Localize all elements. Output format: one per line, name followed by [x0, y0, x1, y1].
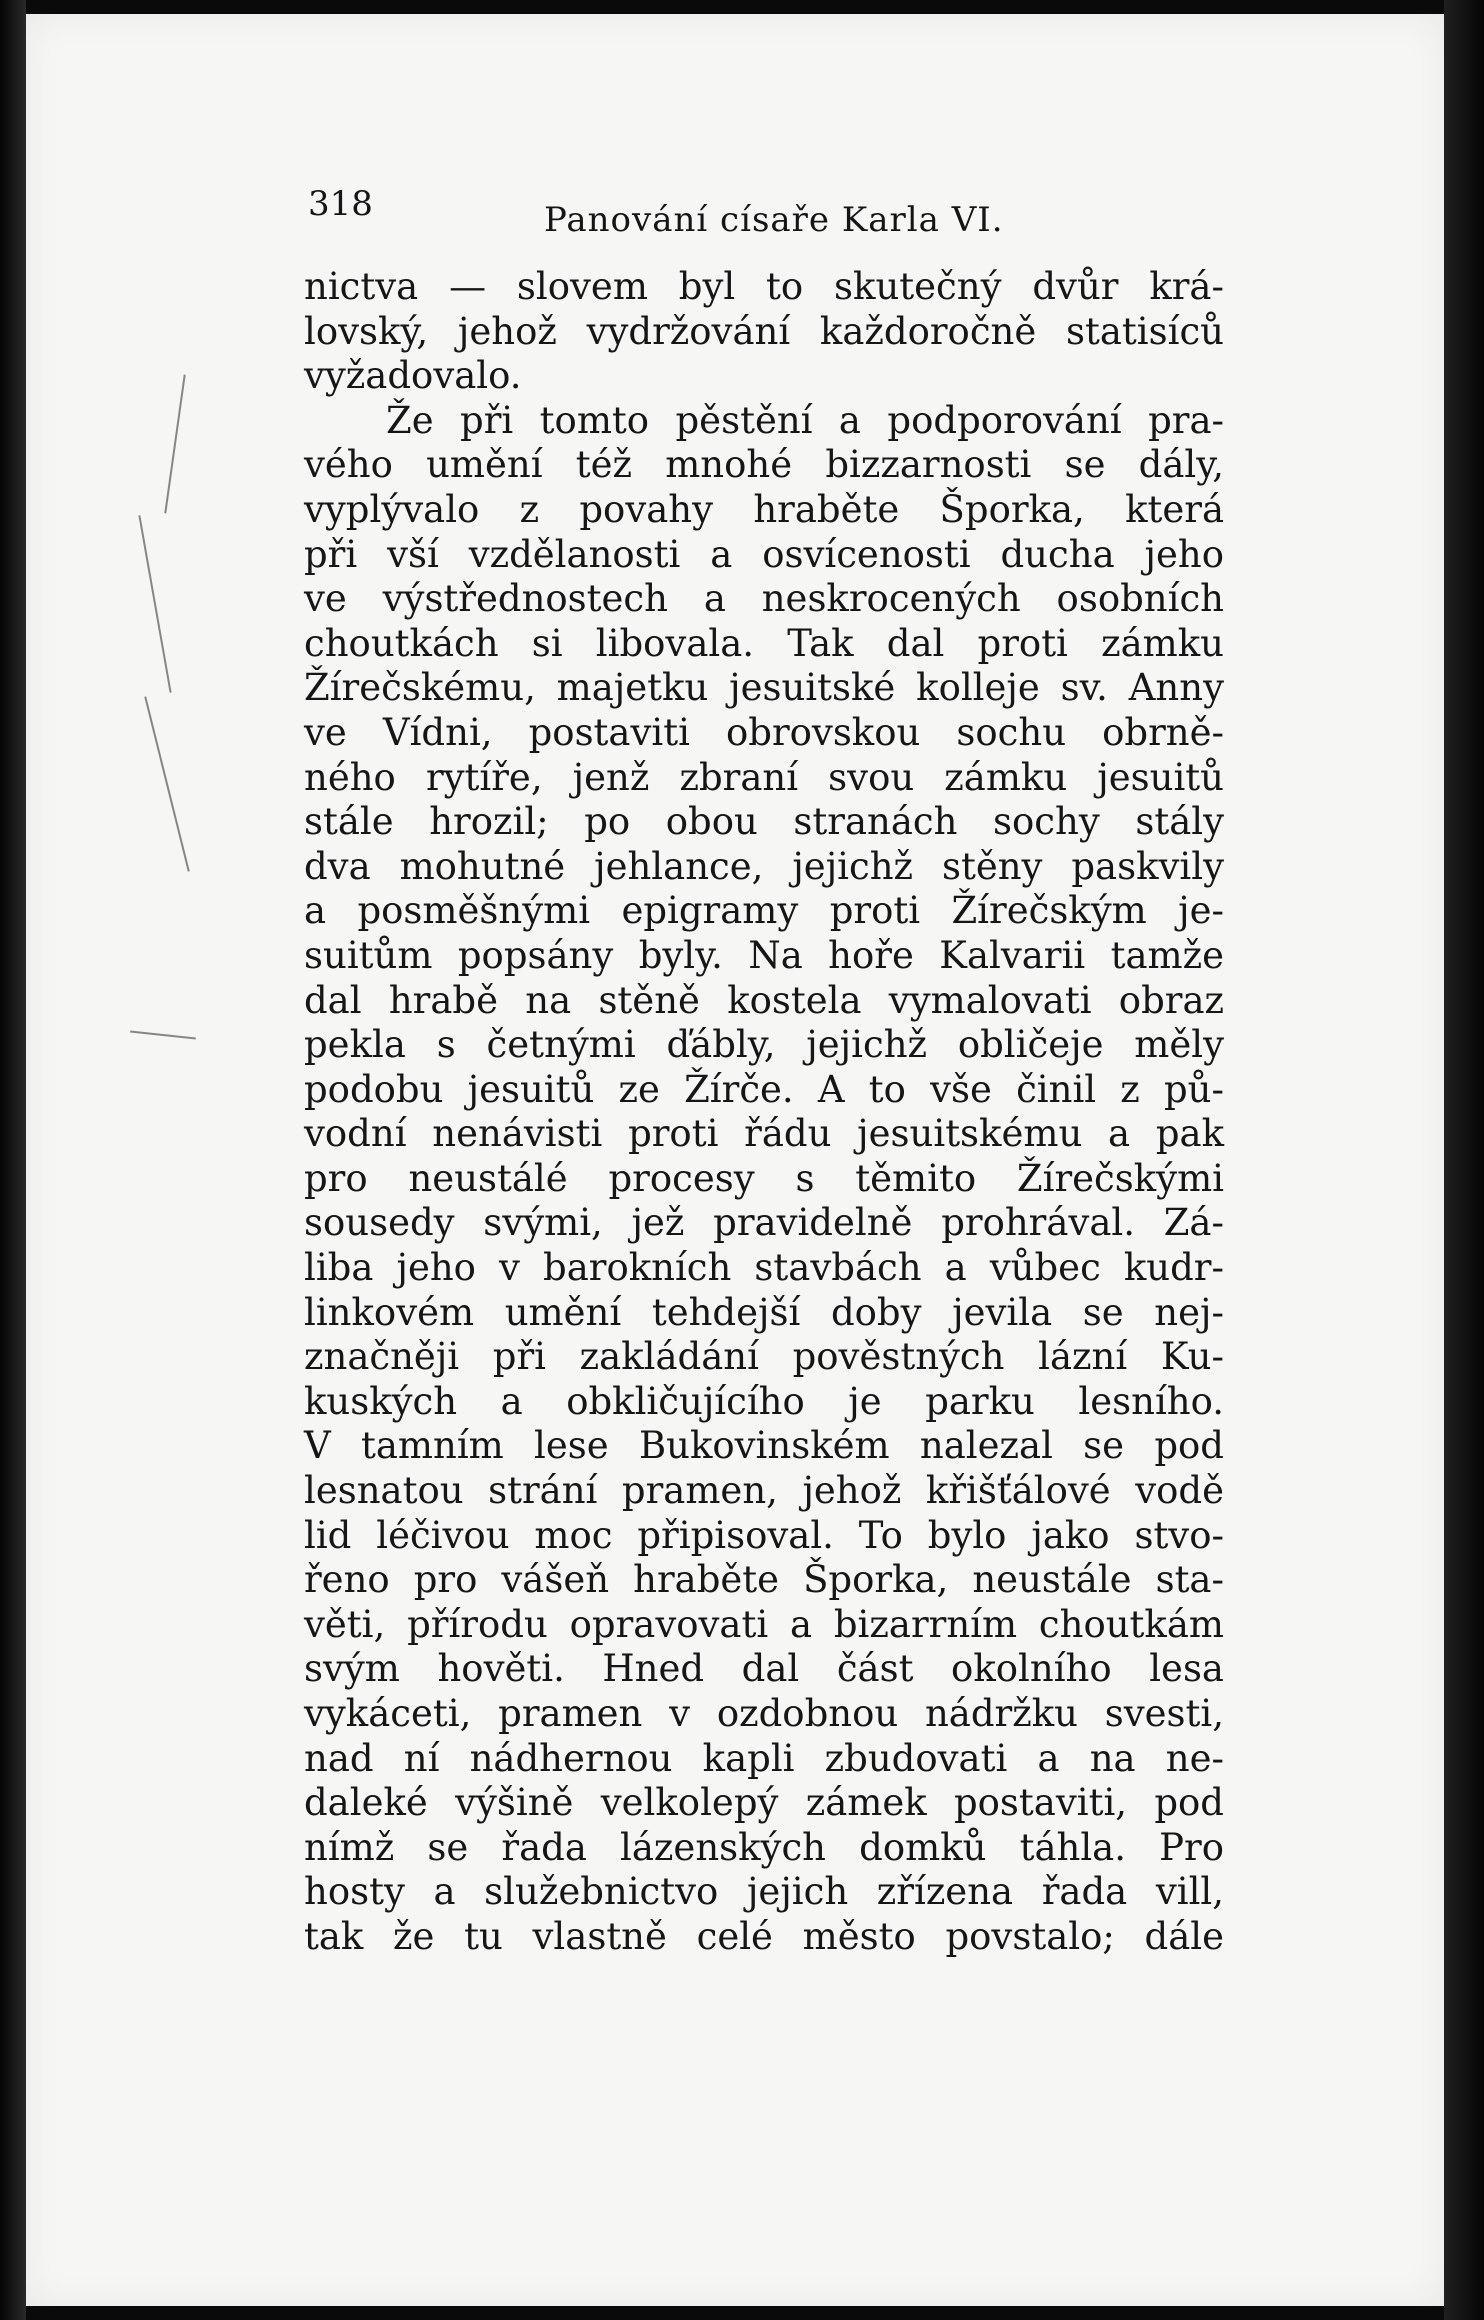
scan-edge-right: [1444, 0, 1484, 2320]
running-head: Panování císaře Karla VI.: [544, 200, 1004, 240]
text-line: podobu jesuitů ze Žírče. A to vše činil z pů-: [304, 1067, 1224, 1111]
page-number: 318: [308, 184, 373, 224]
text-line: ného rytíře, jenž zbraní svou zámku jesuitů: [304, 755, 1224, 799]
text-line: dal hrabě na stěně kostela vymalovati obraz: [304, 978, 1224, 1022]
text-line: lid léčivou moc připisoval. To bylo jako stvo-: [304, 1513, 1224, 1557]
text-line: vyžadovalo.: [304, 354, 522, 398]
page-header: [282, 178, 1022, 238]
text-line: kuských a obkličujícího je parku lesního.: [304, 1379, 1224, 1423]
text-line: tak že tu vlastně celé město povstalo; dále: [304, 1914, 1224, 1958]
text-line: Žírečskému, majetku jesuitské kolleje sv. Anny: [304, 666, 1224, 710]
text-line: nad ní nádhernou kapli zbudovati a na ne-: [304, 1736, 1224, 1780]
margin-pencil-mark: [164, 375, 185, 514]
text-line: vykáceti, pramen v ozdobnou nádržku svesti,: [304, 1692, 1224, 1735]
text-line: V tamním lese Bukovinském nalezal se pod: [304, 1424, 1224, 1468]
text-line: věti, přírodu opravovati a bizarrním choutkám: [304, 1602, 1224, 1646]
text-line: nímž se řada lázenských domků táhla. Pro: [304, 1825, 1224, 1869]
text-line: vyplývalo z povahy hraběte Šporka, která: [304, 487, 1224, 531]
text-line: ve Vídni, postaviti obrovskou sochu obrně-: [304, 710, 1224, 754]
text-line: při vší vzdělanosti a osvícenosti ducha jeho: [304, 532, 1224, 576]
text-line: daleké výšině velkolepý zámek postaviti, pod: [304, 1781, 1224, 1825]
text-line: linkovém umění tehdejší doby jevila se nej-: [304, 1290, 1224, 1334]
text-line: sousedy svými, jež pravidelně prohrával. Zá-: [304, 1201, 1224, 1245]
text-line: řeno pro vášeň hraběte Šporka, neustále sta-: [304, 1558, 1224, 1602]
text-line: vého umění též mnohé bizzarnosti se dály,: [304, 443, 1224, 487]
text-line: ve výstřednostech a neskrocených osobních: [304, 577, 1224, 621]
margin-pencil-mark: [138, 515, 171, 693]
text-line: hosty a služebnictvo jejich zřízena řada vill,: [304, 1870, 1224, 1914]
text-line: a posměšnými epigramy proti Žírečským je-: [304, 889, 1224, 933]
scan-edge-left: [0, 0, 26, 2320]
text-line: lovský, jehož vydržování každoročně statisíců: [304, 309, 1224, 353]
body-text: [304, 265, 1224, 1960]
text-line: nictva — slovem byl to skutečný dvůr krá-: [304, 265, 1224, 308]
margin-pencil-mark: [130, 1031, 196, 1040]
text-line: liba jeho v barokních stavbách a vůbec kudr-: [304, 1246, 1224, 1290]
text-line: vodní nenávisti proti řádu jesuitskému a pak: [304, 1112, 1224, 1156]
text-line: stále hrozil; po obou stranách sochy stály: [304, 800, 1224, 844]
text-line: suitům popsány byly. Na hoře Kalvarii tamže: [304, 933, 1224, 977]
text-line: svým hověti. Hned dal část okolního lesa: [304, 1647, 1224, 1691]
margin-pencil-mark: [144, 696, 189, 871]
text-line: Že při tomto pěstění a podporování pra-: [386, 398, 1224, 442]
text-line: choutkách si libovala. Tak dal proti zámku: [304, 621, 1224, 665]
text-line: pro neustálé procesy s těmito Žírečskými: [304, 1156, 1224, 1200]
text-line: pekla s četnými ďábly, jejichž obličeje měly: [304, 1023, 1224, 1067]
text-line: značněji při zakládání pověstných lázní Ku-: [304, 1335, 1224, 1379]
text-line: dva mohutné jehlance, jejichž stěny paskvily: [304, 844, 1224, 888]
text-line: lesnatou strání pramen, jehož křišťálové vodě: [304, 1469, 1224, 1513]
